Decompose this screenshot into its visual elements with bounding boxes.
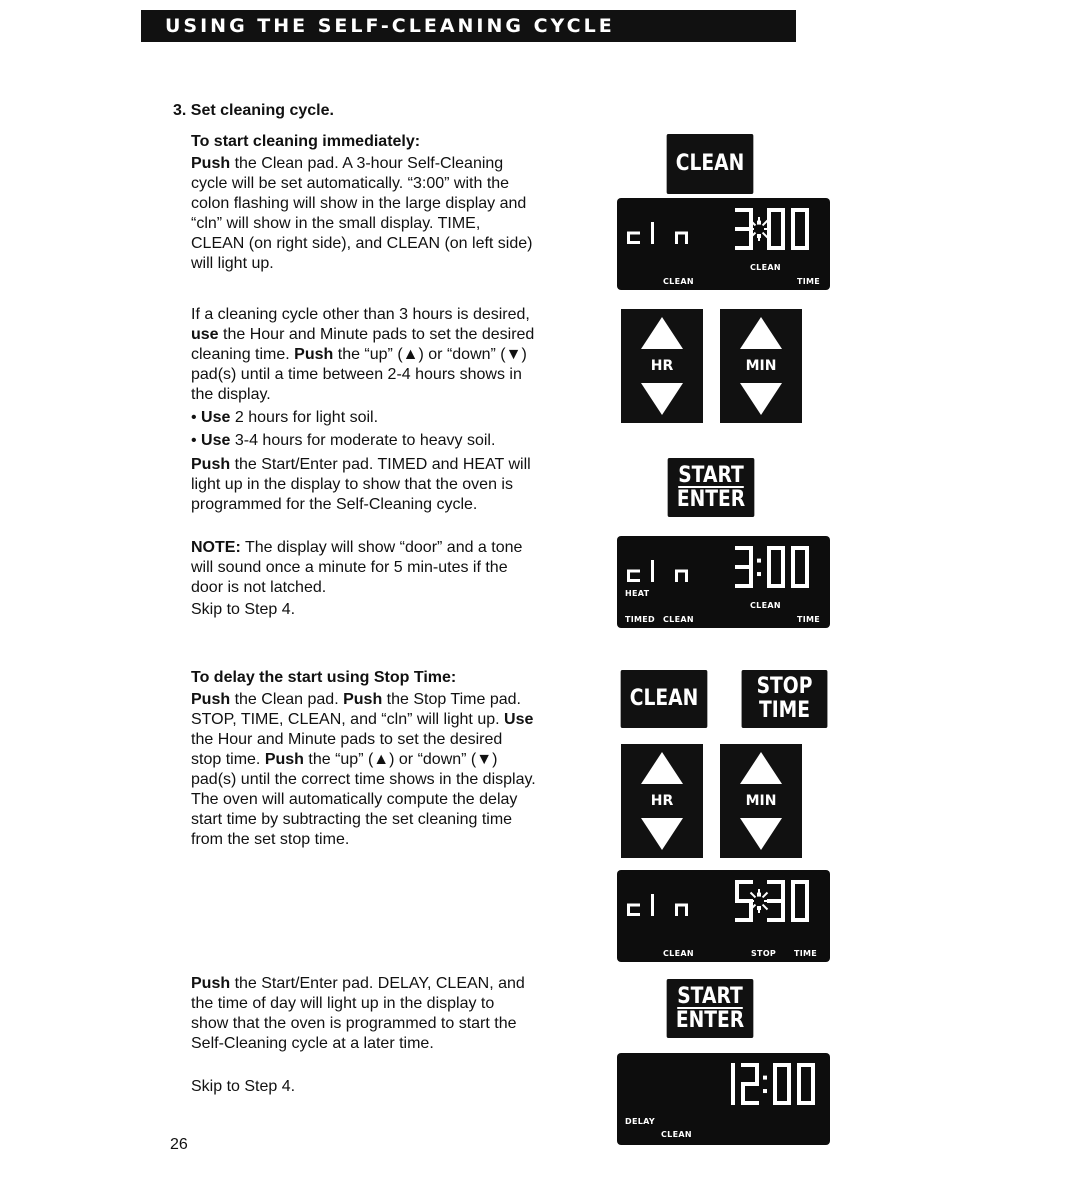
indicator-clean-right: CLEAN [750, 263, 781, 272]
display-programmed-3-00 [617, 536, 830, 628]
text: the “up” (▲) or “down” (▼) pad(s) until a time between 2-4 hours shows in the display. [191, 346, 527, 403]
seven-segment-digits [617, 1053, 830, 1145]
start-enter-pad[interactable] [667, 979, 754, 1038]
segment [651, 233, 654, 244]
text: 2 hours for light soil. [230, 409, 379, 426]
bold-use: Use [201, 432, 231, 449]
segment [735, 918, 753, 922]
text: the Start/Enter pad. DELAY, CLEAN, and the time of day will light up in the display to show that the oven is programmed to start the Self-Cleaning cycle at a later time. [191, 975, 525, 1052]
bold-push: Push [191, 691, 231, 708]
segment [735, 246, 753, 250]
segment [675, 233, 678, 244]
indicator-time: TIME [797, 277, 821, 286]
bullet-light-soil: • Use 2 hours for light soil. [191, 409, 379, 426]
step-heading: 3. Set cleaning cycle. [173, 102, 334, 119]
segment [651, 571, 654, 582]
segment [731, 1084, 735, 1105]
segment [735, 880, 739, 901]
immediate-heading: To start cleaning immediately: [191, 133, 421, 150]
segment [791, 229, 795, 250]
segment [781, 208, 785, 229]
delay-heading: To delay the start using Stop Time: [191, 669, 457, 686]
text: the Start/Enter pad. TIMED and HEAT will light up in the display to show that the oven is programmed for the Self-Cleaning cycle. [191, 456, 531, 513]
enter-label: ENTER [675, 1007, 745, 1033]
segment [797, 1084, 801, 1105]
clean-pad[interactable] [621, 670, 708, 728]
text: 3-4 hours for moderate to heavy soil. [230, 432, 496, 449]
immediate-paragraph-2 [191, 305, 536, 405]
segment [767, 229, 771, 250]
bold-push: Push [343, 691, 383, 708]
flash-ray [763, 233, 768, 238]
skip-step-2: Skip to Step 4. [191, 1078, 296, 1095]
hour-pad[interactable] [621, 309, 703, 423]
bold-use: use [191, 326, 219, 343]
minute-pad[interactable] [720, 744, 802, 858]
segment [749, 208, 753, 229]
segment [767, 546, 771, 567]
segment [735, 565, 753, 569]
segment [651, 905, 654, 916]
segment [781, 880, 785, 901]
text: the Clean pad. [230, 691, 344, 708]
bold-push: Push [191, 456, 231, 473]
segment [791, 880, 795, 901]
segment [627, 905, 630, 916]
segment [781, 546, 785, 567]
segment [627, 571, 630, 582]
hour-pad-label: HR [650, 793, 674, 809]
segment [757, 906, 761, 910]
text: the Clean pad. A 3-hour Self-Cleaning cycle will be set automatically. “3:00” with the colon flashing will show in the large display and “cln” will show in the small display. TIME, CLEAN (on right side), and CLEAN (on left side) will light up. [191, 155, 533, 272]
segment [791, 546, 795, 567]
indicator-clean-left: CLEAN [663, 277, 694, 286]
text: If a cleaning cycle other than 3 hours is desired, [191, 306, 530, 323]
segment [685, 233, 688, 244]
immediate-paragraph-1 [191, 154, 536, 274]
segment [675, 905, 678, 916]
segment [811, 1063, 815, 1084]
indicator-clean-left: CLEAN [663, 949, 694, 958]
hour-down-arrow-icon[interactable] [641, 383, 683, 415]
text: the Hour and Minute pads to set the desired stop time. [191, 731, 503, 768]
delay-paragraph-2 [191, 974, 536, 1054]
indicator-stop: STOP [751, 949, 777, 958]
indicator-timed: TIMED [625, 615, 655, 624]
flash-ray [763, 893, 768, 898]
segment [791, 208, 795, 229]
segment [797, 1063, 801, 1084]
indicator-delay: DELAY [625, 1117, 655, 1126]
segment [685, 571, 688, 582]
bold-note: NOTE: [191, 539, 241, 556]
stop-time-pad[interactable] [742, 670, 828, 728]
segment [763, 1089, 767, 1093]
segment [805, 880, 809, 901]
indicator-time: TIME [794, 949, 818, 958]
immediate-paragraph-3 [191, 455, 536, 515]
bold-push: Push [191, 975, 231, 992]
stop-label: STOP [756, 674, 813, 699]
segment [685, 905, 688, 916]
start-label: START [677, 983, 743, 1009]
segment [627, 233, 630, 244]
segment [757, 221, 761, 225]
segment [651, 560, 654, 571]
indicator-clean-left: CLEAN [661, 1130, 692, 1139]
delay-paragraph-1 [191, 690, 536, 850]
segment [741, 1082, 759, 1086]
segment [651, 222, 654, 233]
hour-up-arrow-icon[interactable] [641, 317, 683, 349]
enter-label: ENTER [676, 486, 746, 512]
segment [755, 1063, 759, 1084]
display-time-of-day-12-00 [617, 1053, 830, 1145]
segment [791, 901, 795, 922]
page-number: 26 [170, 1136, 188, 1153]
hour-up-arrow-icon[interactable] [641, 752, 683, 784]
start-enter-pad[interactable] [668, 458, 755, 517]
skip-step-1: Skip to Step 4. [191, 601, 296, 618]
segment [767, 918, 785, 922]
segment [763, 1076, 767, 1080]
segment [741, 1084, 745, 1105]
minute-pad-label: MIN [745, 793, 777, 809]
clean-pad-label: CLEAN [629, 686, 699, 711]
display-cleaning-3-00 [617, 198, 830, 290]
segment [749, 546, 753, 567]
bold-push: Push [264, 751, 304, 768]
hour-pad[interactable] [621, 744, 703, 858]
segment [675, 570, 688, 573]
segment [805, 208, 809, 229]
segment [675, 571, 678, 582]
minute-up-arrow-icon[interactable] [740, 317, 782, 349]
segment [757, 234, 761, 238]
indicator-time: TIME [797, 615, 821, 624]
minute-pad[interactable] [720, 309, 802, 423]
segment [805, 546, 809, 567]
segment [651, 894, 654, 905]
segment [767, 899, 785, 903]
flash-ray [763, 221, 768, 226]
segment [757, 893, 761, 897]
hour-pad-label: HR [650, 358, 674, 374]
segment [757, 559, 761, 563]
note-paragraph [191, 538, 536, 598]
text: the Stop Time pad. STOP, TIME, CLEAN, and “cln” will light up. [191, 691, 521, 728]
segment [627, 232, 640, 235]
indicator-clean-left: CLEAN [663, 615, 694, 624]
segment [675, 232, 688, 235]
bold-use: Use [504, 711, 534, 728]
flash-ray [763, 905, 768, 910]
minute-down-arrow-icon[interactable] [740, 383, 782, 415]
segment [787, 1063, 791, 1084]
minute-up-arrow-icon[interactable] [740, 752, 782, 784]
time-label: TIME [758, 698, 811, 723]
hour-down-arrow-icon[interactable] [641, 818, 683, 850]
bold-use: Use [201, 409, 231, 426]
bold-push: Push [191, 155, 231, 172]
start-label: START [678, 462, 744, 488]
bold-push: Push [294, 346, 334, 363]
segment [627, 570, 640, 573]
clean-pad[interactable] [667, 134, 754, 194]
segment [675, 904, 688, 907]
segment [773, 1084, 777, 1105]
segment [767, 208, 771, 229]
indicator-clean-right: CLEAN [750, 601, 781, 610]
segment [735, 584, 753, 588]
minute-pad-label: MIN [745, 358, 777, 374]
minute-down-arrow-icon[interactable] [740, 818, 782, 850]
text: the Hour and Minute pads to set the desired cleaning time. [191, 326, 535, 363]
text: The display will show “door” and a tone will sound once a minute for 5 min-utes if the door is not latched. [191, 539, 523, 596]
segment [757, 572, 761, 576]
flash-ray [751, 893, 756, 898]
segment [773, 1063, 777, 1084]
segment [731, 1063, 735, 1084]
segment [627, 904, 640, 907]
section-banner: USING THE SELF-CLEANING CYCLE [141, 10, 796, 42]
text: the “up” (▲) or “down” (▼) pad(s) until the correct time shows in the display. The oven will automatically compute the delay start time by subtracting the set cleaning time from the set stop time. [191, 751, 536, 848]
indicator-heat: HEAT [625, 589, 650, 598]
segment [767, 567, 771, 588]
bullet-heavy-soil: • Use 3-4 hours for moderate to heavy soil. [191, 432, 496, 449]
display-stop-time-5-30 [617, 870, 830, 962]
segment [791, 567, 795, 588]
clean-pad-label: CLEAN [675, 151, 745, 176]
